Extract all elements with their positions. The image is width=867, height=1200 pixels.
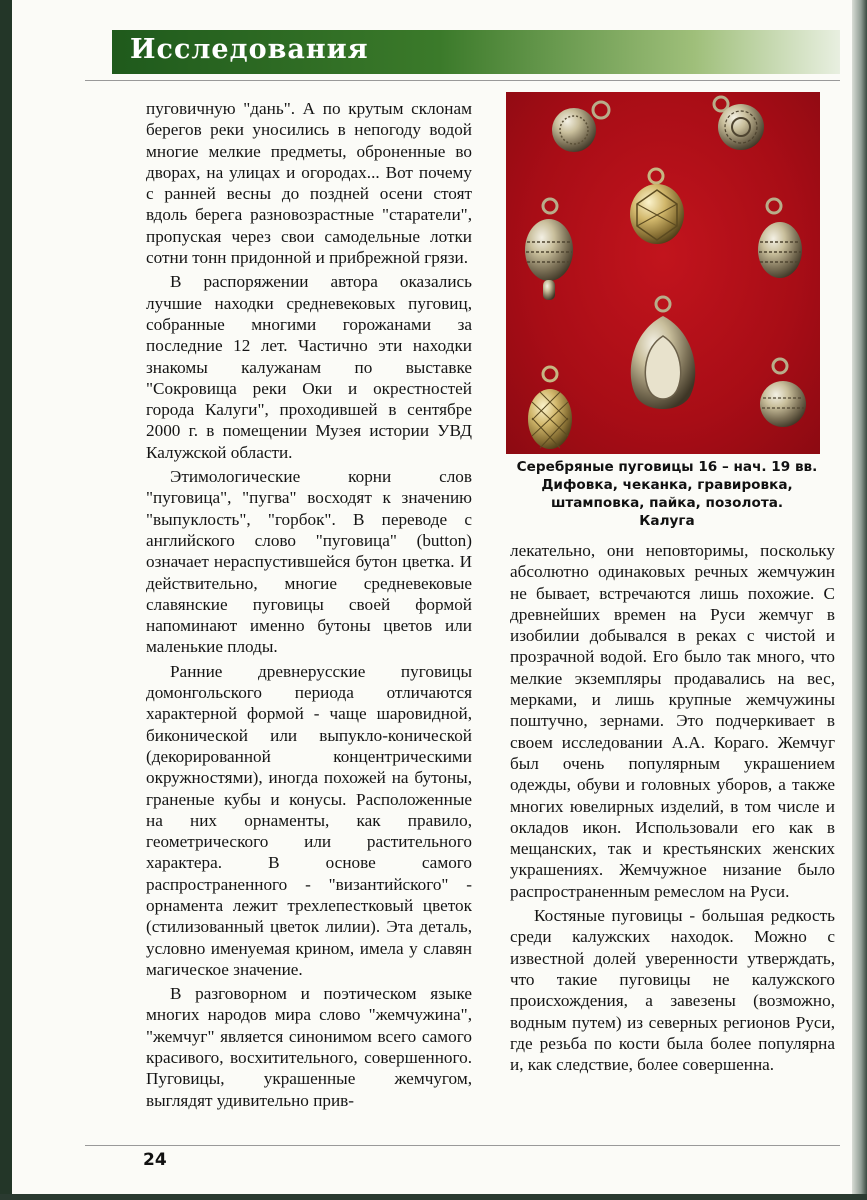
button-middle-right <box>758 199 802 278</box>
button-center-large <box>631 297 695 409</box>
page-bottom-edge <box>0 1194 867 1200</box>
paragraph: лекательно, они неповторимы, поскольку абсолютно одинаковых речных жемчужин не бывает, встречаются лишь похожие. С древнейших времен на Руси жемчуг в изобилии добывался в реках с чистой и прозрачной водой. Его было так много, что мелкие экземпляры продавались на вес, мерками, и лишь крупные жемчужины поштучно, зернами. Это подчеркивает в своем исследовании А.А. Кораго. Жемчуг был очень популярным украшением одежды, обуви и головных уборов, а также многих ювелирных изделий, в том числе и окладов икон. Использовали его как в мещанских, так и крестьянских женских украшениях. Жемчужное низание было распространенным ремеслом на Руси. <box>510 541 835 901</box>
caption-line: штамповка, пайка, позолота. <box>550 495 784 511</box>
button-top-right <box>714 97 764 150</box>
caption-line: Серебряные пуговицы 16 – нач. 19 вв. <box>516 459 818 475</box>
button-bottom-right <box>760 359 806 427</box>
footer-rule <box>85 1145 840 1146</box>
button-bottom-left <box>528 367 572 449</box>
caption-line: Калуга <box>639 513 695 529</box>
paragraph: В распоряжении автора оказались лучшие находки средневековых пуговиц, собранные многими горожанами за последние 12 лет. Частично эти находки знакомы калужанам по выставке "Сокровища реки Оки и окрестностей города Калуги", проходившей в сентябре 2000 г. в помещении Музея истории УВД Калужской области. <box>146 272 472 462</box>
paragraph: Костяные пуговицы - большая редкость среди калужских находок. Можно с известной долей уверенности утверждать, что такие пуговицы не калужского происхождения, а завезены (возможно, водным путем) из северных регионов Руси, где резьба по кости была более популярна и, как следствие, более совершенна. <box>510 906 835 1075</box>
book-spine-left <box>0 0 12 1200</box>
photo-caption <box>502 458 832 530</box>
buttons-photo <box>506 92 820 454</box>
paragraph: Этимологические корни слов "пуговица", "пугва" восходят к значению "выпуклость", "горбок". В переводе с английского слово "пуговица" (button) означает нераспустившейся бутон цветка. И действительно, многие средневековые славянские пуговицы своей формой напоминают именно бутоны цветов или маленькие плоды. <box>146 467 472 657</box>
book-edge-right <box>852 0 867 1200</box>
caption-line: Дифовка, чеканка, гравировка, <box>541 477 793 493</box>
page-number: 24 <box>143 1150 167 1170</box>
section-title: Исследования <box>130 34 369 65</box>
button-middle-left <box>525 199 573 300</box>
paragraph: пуговичную "дань". А по крутым склонам берегов реки уносились в непогоду водой многие мелкие предметы, оброненные во дворах, на улицах и огородах... Вот почему с ранней весны до поздней осени стоят вдоль берега разновозрастные "старатели", пропуская через свои самодельные лотки сотни тонн придонной и прибрежной грязи. <box>146 99 472 268</box>
section-header-band <box>112 30 840 74</box>
text-column-right <box>510 540 835 1075</box>
button-middle-center <box>630 169 684 244</box>
paragraph: Ранние древнерусские пуговицы домонгольского периода отличаются характерной формой - чаще шаровидной, биконической или выпукло-конической (декорированной концентрическими окружностями), иногда похожей на бутоны, граненые кубы и конусы. Расположенные на них орнаменты, как правило, геометрического или растительного характера. В основе самого распространенного - "византийского" - орнамента лежит трехлепестковый цветок (стилизованный цветок лилии). Эта деталь, условно именуемая крином, имела у славян магическое значение. <box>146 661 472 979</box>
header-rule <box>85 80 840 81</box>
paragraph: В разговорном и поэтическом языке многих народов мира слово "жемчужина", "жемчуг" является синонимом всего самого красивого, восхитительного, совершенного. Пуговицы, украшенные жемчугом, выглядят удивительно прив- <box>146 984 472 1110</box>
text-column-left <box>146 98 472 1111</box>
button-top-left <box>552 102 609 152</box>
